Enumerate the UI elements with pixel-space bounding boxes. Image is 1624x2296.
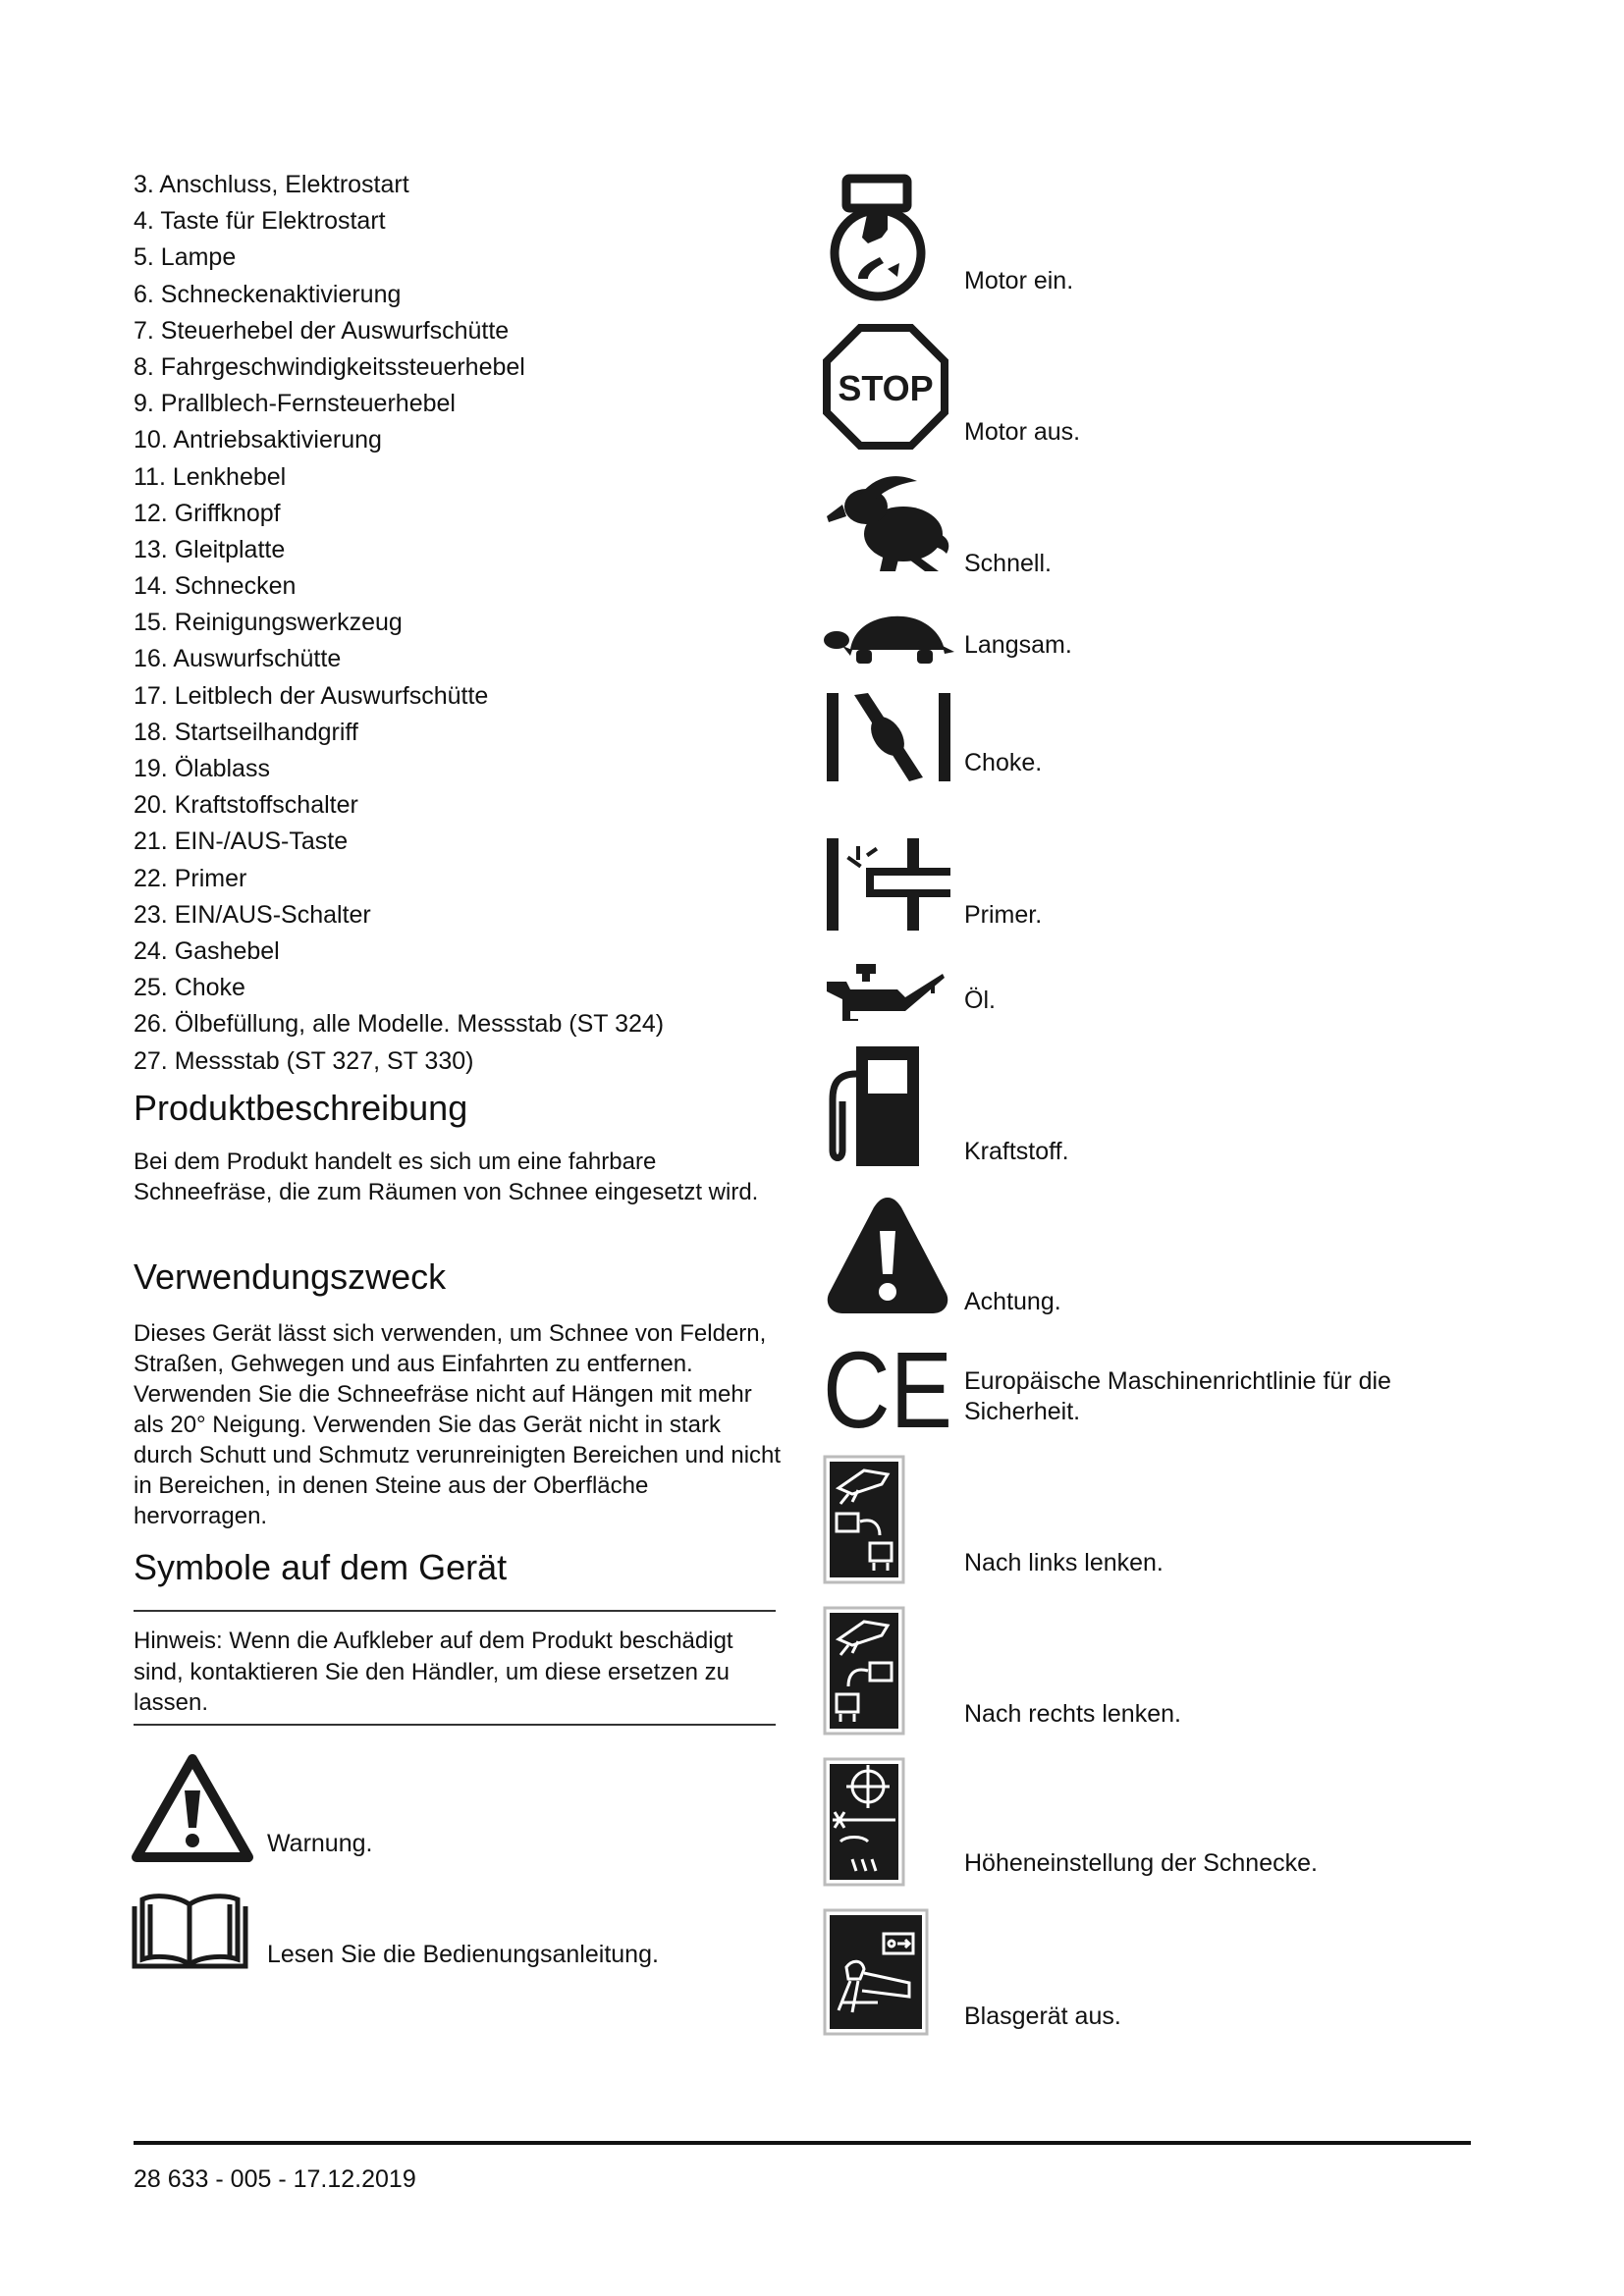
note-bottom-rule xyxy=(134,1724,776,1726)
primer-label: Primer. xyxy=(964,901,1043,929)
heading-symbole: Symbole auf dem Gerät xyxy=(134,1547,508,1587)
stop-sign-text: STOP xyxy=(838,368,934,408)
hinweis-note xyxy=(134,1626,782,1719)
steer-right-decal-icon xyxy=(823,1606,905,1735)
list-item: 5. Lampe xyxy=(134,243,237,272)
auger-height-label: Höheneinstellung der Schnecke. xyxy=(964,1849,1318,1877)
list-item: 4. Taste für Elektrostart xyxy=(134,207,386,236)
warning-label: Warnung. xyxy=(267,1830,373,1857)
auger-height-decal-icon xyxy=(823,1757,905,1887)
motor-on-label: Motor ein. xyxy=(964,267,1074,294)
heading-produktbeschreibung: Produktbeschreibung xyxy=(134,1088,468,1128)
open-book-icon xyxy=(131,1891,249,1969)
list-item: 16. Auswurfschütte xyxy=(134,645,342,673)
list-item: 3. Anschluss, Elektrostart xyxy=(134,171,409,198)
list-item: 24. Gashebel xyxy=(134,936,280,965)
list-item: 21. EIN-/AUS-Taste xyxy=(134,828,349,856)
list-item: 26. Ölbefüllung, alle Modelle. Messstab (ST 324) xyxy=(134,1010,665,1039)
list-item: 9. Prallblech-Fernsteuerhebel xyxy=(134,390,456,418)
list-item: 12. Griffknopf xyxy=(134,499,281,527)
list-item: 10. Antriebsaktivierung xyxy=(134,426,382,454)
warning-triangle-icon xyxy=(131,1753,254,1863)
slow-label: Langsam. xyxy=(964,631,1072,659)
blower-off-label: Blasgerät aus. xyxy=(964,2002,1121,2030)
list-item: 17. Leitblech der Auswurfschütte xyxy=(134,681,489,710)
list-item: 19. Ölablass xyxy=(134,755,270,782)
heading-verwendungszweck: Verwendungszweck xyxy=(134,1256,447,1297)
list-item: 18. Startseilhandgriff xyxy=(134,718,358,746)
steer-left-decal-icon xyxy=(823,1455,905,1584)
choke-icon xyxy=(823,689,954,785)
oil-can-icon xyxy=(823,960,947,1021)
fuel-pump-icon xyxy=(823,1042,925,1170)
note-text: Wenn die Aufkleber auf dem Produkt beschädigt sind, kontaktieren Sie den Händler, um diese ersetzen zu lassen. xyxy=(134,1628,733,1716)
oil-label: Öl. xyxy=(964,987,996,1014)
ce-mark-icon xyxy=(823,1330,952,1451)
verwendung-description: Dieses Gerät lässt sich verwenden, um Schnee von Feldern, Straßen, Gehwegen und aus Einfahrten zu entfernen. Verwenden Sie die Schneefräse nicht auf Hängen mit mehr als 20° Neigung. Verwenden Sie das Gerät nicht in stark durch Schutt und Schmutz verunreinigten Bereichen und nicht in Bereichen, in denen Steine aus der Oberfläche hervorragen. xyxy=(134,1320,782,1529)
fuel-label: Kraftstoff. xyxy=(964,1138,1069,1165)
turtle-icon xyxy=(823,611,954,667)
steer-right-label: Nach rechts lenken. xyxy=(964,1700,1181,1728)
attention-triangle-icon xyxy=(823,1192,952,1317)
list-item: 8. Fahrgeschwindigkeitssteuerhebel xyxy=(134,352,525,381)
produkt-description: Bei dem Produkt handelt es sich um eine fahrbare Schneefräse, die zum Räumen von Schnee eingesetzt wird. xyxy=(134,1148,759,1205)
list-item: 23. EIN/AUS-Schalter xyxy=(134,900,371,929)
choke-label: Choke. xyxy=(964,749,1043,776)
list-item: 6. Schneckenaktivierung xyxy=(134,280,402,308)
ce-mark-text: CE xyxy=(823,1330,952,1451)
rabbit-icon xyxy=(823,473,954,575)
parts-list xyxy=(134,167,782,1080)
list-item: 13. Gleitplatte xyxy=(134,535,286,563)
list-item: 27. Messstab (ST 327, ST 330) xyxy=(134,1046,474,1075)
list-item: 25. Choke xyxy=(134,974,245,1002)
note-label: Hinweis: xyxy=(134,1628,223,1654)
stop-sign-icon xyxy=(823,324,948,450)
fast-label: Schnell. xyxy=(964,550,1052,577)
primer-icon xyxy=(823,834,954,934)
blower-off-decal-icon xyxy=(823,1908,929,2036)
list-item: 22. Primer xyxy=(134,864,247,892)
motor-off-label: Motor aus. xyxy=(964,418,1081,446)
document-number: 28 633 - 005 - 17.12.2019 xyxy=(134,2165,416,2193)
list-item: 11. Lenkhebel xyxy=(134,462,287,491)
engine-start-icon xyxy=(823,173,933,304)
footer-rule xyxy=(134,2141,1471,2145)
list-item: 20. Kraftstoffschalter xyxy=(134,791,358,820)
list-item: 14. Schnecken xyxy=(134,572,297,601)
note-top-rule xyxy=(134,1610,776,1612)
list-item: 7. Steuerhebel der Auswurfschütte xyxy=(134,316,510,345)
ce-label: Europäische Maschinenrichtlinie für die Sicherheit. xyxy=(964,1367,1391,1425)
list-item: 15. Reinigungswerkzeug xyxy=(134,609,403,637)
attention-label: Achtung. xyxy=(964,1288,1061,1315)
steer-left-label: Nach links lenken. xyxy=(964,1549,1164,1576)
manual-label: Lesen Sie die Bedienungsanleitung. xyxy=(267,1941,659,1968)
